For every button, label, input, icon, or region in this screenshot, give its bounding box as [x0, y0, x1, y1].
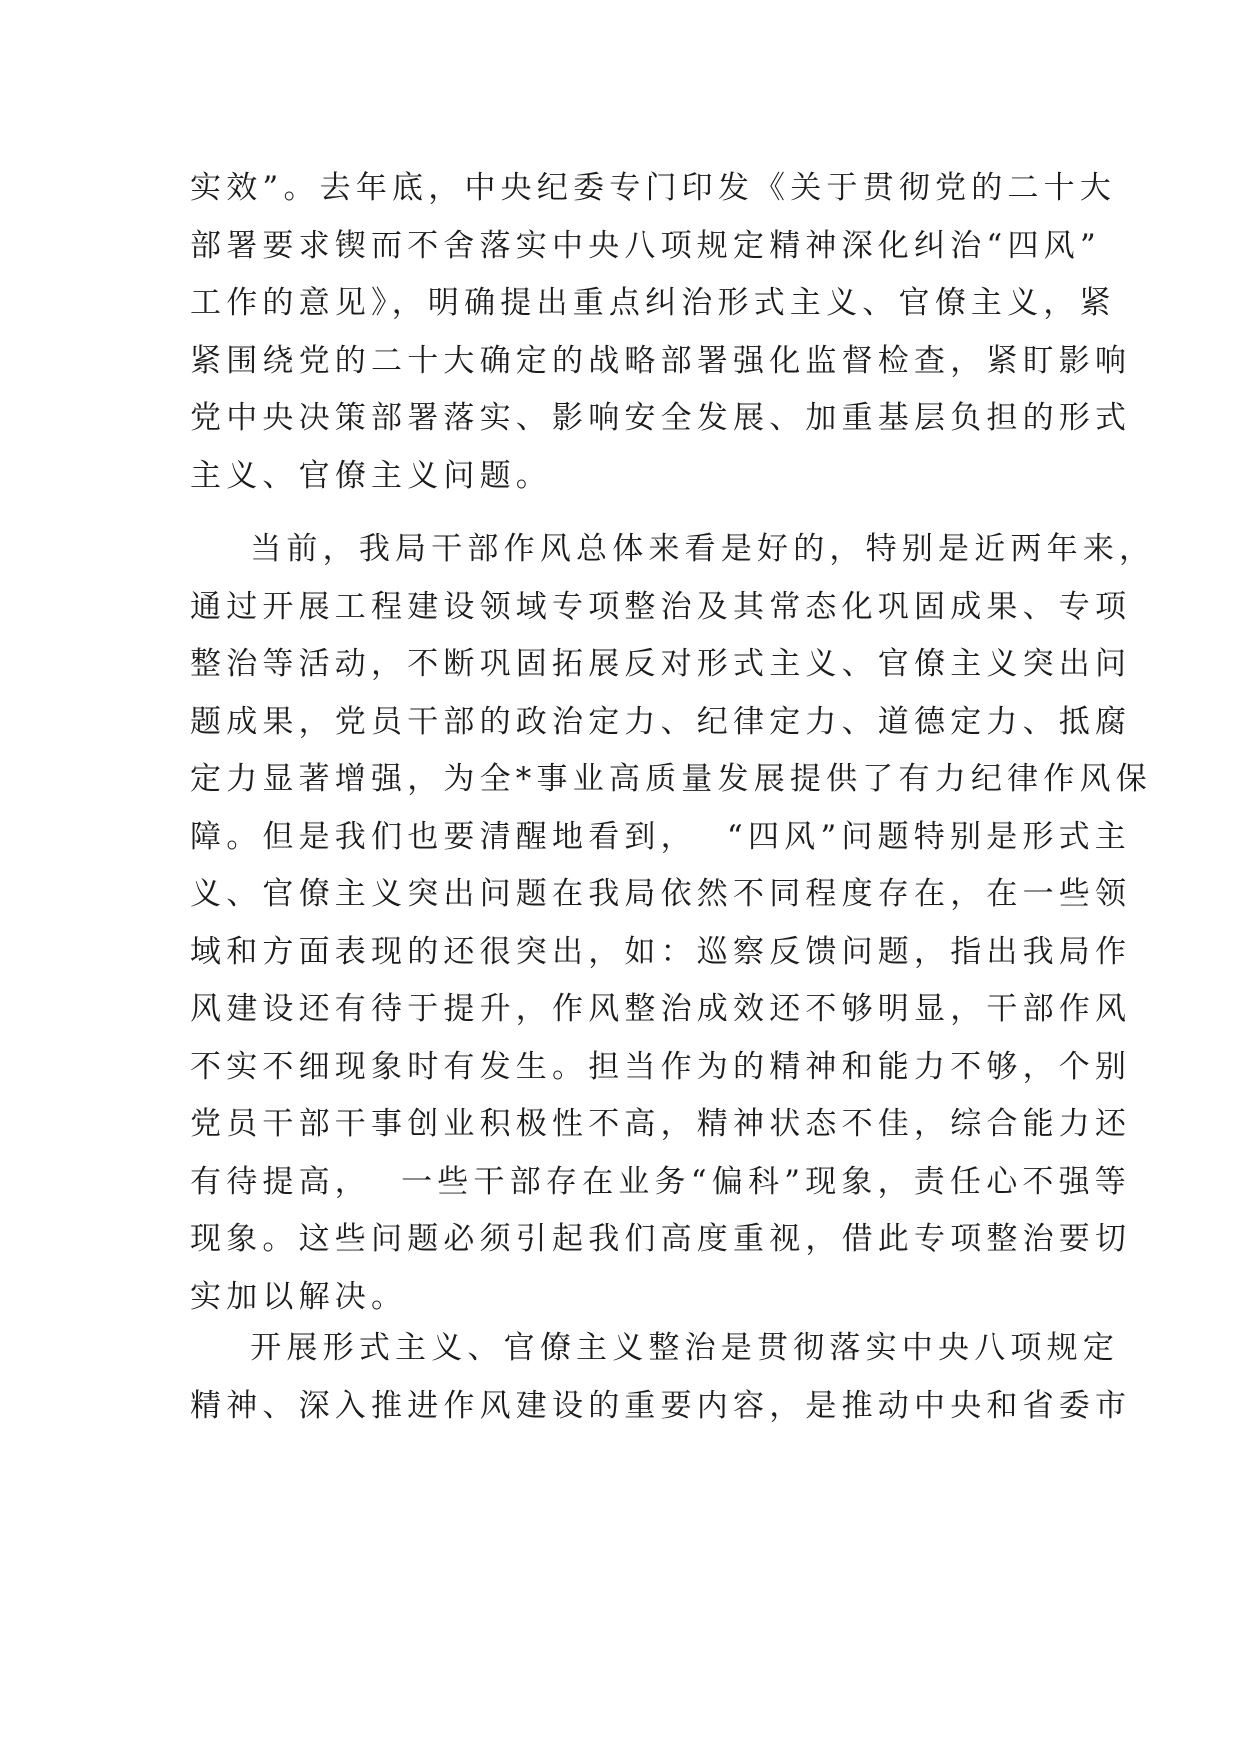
paragraph-line: 实加以解决。: [190, 1278, 408, 1315]
paragraph-line: 风建设还有待于提升，作风整治成效还不够明显，干部作风: [190, 991, 1132, 1027]
paragraph-line: 义、官僚主义突出问题在我局依然不同程度存在，在一些领: [190, 876, 1132, 912]
paragraph-line: 党员干部干事创业积极性不高，精神状态不佳，综合能力还: [190, 1106, 1132, 1142]
paragraph-line: 域和方面表现的还很突出，如：巡察反馈问题，指出我局作: [190, 933, 1132, 970]
paragraph-line: 当前，我局干部作风总体来看是好的，特别是近两年来，: [190, 531, 1156, 567]
paragraph-line: 工作的意见》，明确提出重点纠治形式主义、官僚主义，紧: [190, 285, 1116, 321]
paragraph-line: 紧围绕党的二十大确定的战略部署强化监督检查，紧盯影响: [190, 342, 1132, 379]
paragraph-line: 实效”。去年底，中央纪委专门印发《关于贯彻党的二十大: [190, 170, 1117, 206]
paragraph-line: 障。但是我们也要清醒地看到， “四风”问题特别是形式主: [190, 818, 1132, 855]
paragraph-line: 主义、官僚主义问题。: [190, 457, 552, 494]
paragraph-line: 开展形式主义、官僚主义整治是贯彻落实中央八项规定: [190, 1330, 1120, 1366]
paragraph-line: 通过开展工程建设领域专项整治及其常态化巩固成果、专项: [190, 588, 1132, 625]
paragraph-line: 部署要求锲而不舍落实中央八项规定精神深化纠治“四风”: [190, 227, 1101, 264]
paragraph-line: 整治等活动，不断巩固拓展反对形式主义、官僚主义突出问: [190, 646, 1132, 682]
paragraph-line: 题成果，党员干部的政治定力、纪律定力、道德定力、抵腐: [190, 703, 1132, 740]
paragraph-line: 精神、深入推进作风建设的重要内容，是推动中央和省委市: [190, 1387, 1132, 1424]
paragraph-line: 不实不细现象时有发生。担当作为的精神和能力不够，个别: [190, 1048, 1132, 1085]
paragraph-line: 现象。这些问题必须引起我们高度重视，借此专项整治要切: [190, 1221, 1132, 1257]
paragraph-2: [190, 521, 1156, 1326]
paragraph-1: [190, 160, 1132, 505]
paragraph-3: [190, 1320, 1132, 1435]
paragraph-line: 有待提高， 一些干部存在业务“偏科”现象，责任心不强等: [190, 1163, 1132, 1200]
paragraph-line: 党中央决策部署落实、影响安全发展、加重基层负担的形式: [190, 400, 1132, 436]
paragraph-line: 定力显著增强，为全*事业高质量发展提供了有力纪律作风保: [190, 761, 1152, 797]
